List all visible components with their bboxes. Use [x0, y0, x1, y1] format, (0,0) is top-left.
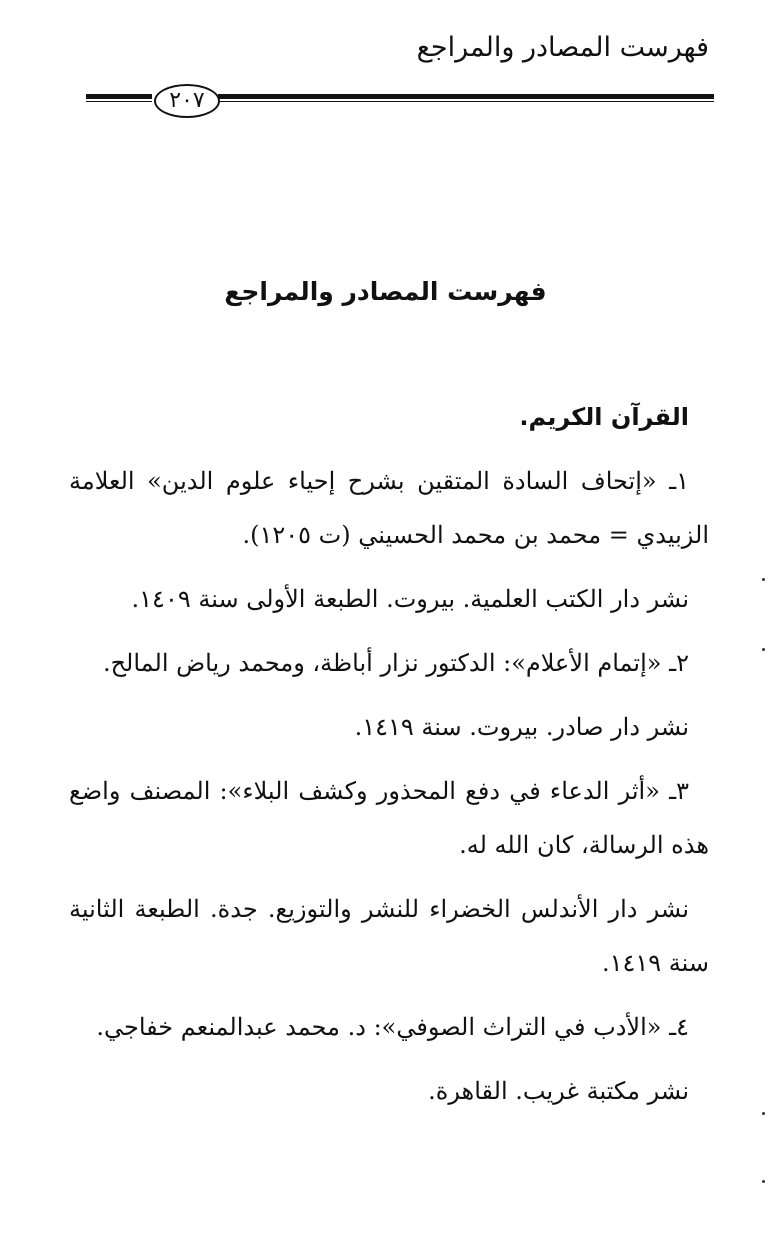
entry-quran: القرآن الكريم.: [519, 403, 689, 431]
entry-1-title: ١ـ «إتحاف السادة المتقين بشرح إحياء علوم الدين» العلامة الزبيدي = محمد بن محمد الحسيني (ت ١٢٠٥).: [69, 467, 709, 549]
entry-4-title: ٤ـ «الأدب في التراث الصوفي»: د. محمد عبدالمنعم خفاجي.: [96, 1013, 689, 1041]
entry-4-publisher: نشر مكتبة غريب. القاهرة.: [428, 1077, 689, 1105]
entry-2-title: ٢ـ «إتمام الأعلام»: الدكتور نزار أباظة، ومحمد رياض المالح.: [102, 649, 689, 677]
scan-speck: [762, 578, 765, 581]
bibliography-list: [69, 390, 709, 1128]
entry-1-publisher: نشر دار الكتب العلمية. بيروت. الطبعة الأولى سنة ١٤٠٩.: [131, 585, 689, 613]
header-rule: [86, 84, 714, 118]
scan-speck: [762, 1112, 765, 1115]
entry-3-title: ٣ـ «أثر الدعاء في دفع المحذور وكشف البلاء»: المصنف واضع هذه الرسالة، كان الله له.: [69, 777, 709, 859]
running-header-title: فهرست المصادر والمراجع: [416, 32, 709, 63]
entry-3-publisher: نشر دار الأندلس الخضراء للنشر والتوزيع. جدة. الطبعة الثانية سنة ١٤١٩.: [69, 895, 709, 977]
header-rule-left: [86, 94, 152, 99]
entry-2-publisher: نشر دار صادر. بيروت. سنة ١٤١٩.: [354, 713, 689, 741]
page-number: ٢٠٧: [154, 84, 220, 118]
header-rule-right: [218, 94, 714, 99]
scan-speck: [762, 648, 765, 651]
section-title: فهرست المصادر والمراجع: [224, 277, 547, 306]
scan-speck: [762, 1180, 765, 1183]
